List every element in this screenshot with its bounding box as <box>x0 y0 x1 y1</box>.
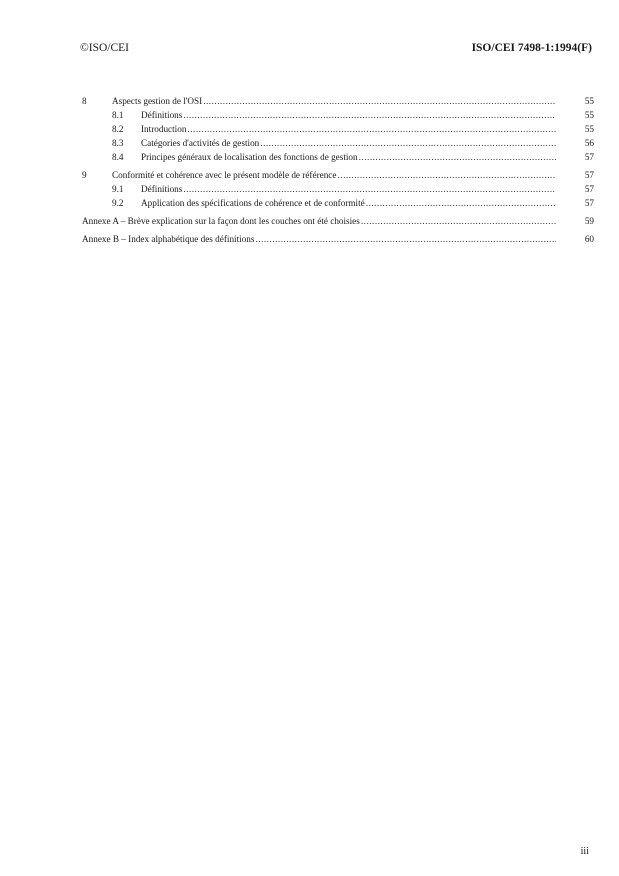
table-of-contents <box>82 94 594 246</box>
dot-leader <box>183 108 556 122</box>
toc-entry-title: Catégories d'activités de gestion <box>141 138 260 148</box>
toc-entry-page: 57 <box>584 170 594 180</box>
toc-entry-title: Définitions <box>141 110 183 120</box>
toc-entry-page: 55 <box>584 110 594 120</box>
toc-entry-number: 9.2 <box>112 198 124 208</box>
toc-entry-8-4[interactable] <box>82 150 594 164</box>
header-standard-id: ISO/CEI 7498-1:1994(F) <box>471 42 592 54</box>
toc-entry-title: Aspects gestion de l'OSI <box>112 96 203 106</box>
toc-entry-annex-a[interactable] <box>82 214 594 228</box>
toc-entry-title: Application des spécifications de cohérence et de conformité <box>141 198 365 208</box>
toc-entry-page: 55 <box>584 124 594 134</box>
toc-entry-page: 56 <box>584 138 594 148</box>
toc-entry-page: 57 <box>584 184 594 194</box>
toc-entry-number: 8.1 <box>112 110 124 120</box>
page-number: iii <box>580 846 589 857</box>
dot-leader <box>366 196 556 210</box>
toc-entry-8-2[interactable] <box>82 122 594 136</box>
toc-entry-8-3[interactable] <box>82 136 594 150</box>
toc-entry-number: 8.3 <box>112 138 124 148</box>
dot-leader <box>361 214 556 228</box>
toc-entry-title: Annexe A – Brève explication sur la façon dont les couches ont été choisies <box>82 216 360 226</box>
toc-entry-number: 9.1 <box>112 184 124 194</box>
toc-entry-page: 60 <box>584 234 594 244</box>
dot-leader <box>359 150 556 164</box>
toc-entry-section-9[interactable] <box>82 168 594 182</box>
toc-entry-9-2[interactable] <box>82 196 594 210</box>
dot-leader <box>203 94 556 108</box>
toc-entry-page: 57 <box>584 152 594 162</box>
dot-leader <box>187 122 556 136</box>
dot-leader <box>337 168 556 182</box>
toc-entry-page: 57 <box>584 198 594 208</box>
toc-entry-title: Introduction <box>141 124 187 134</box>
toc-entry-page: 55 <box>584 96 594 106</box>
toc-entry-number: 9 <box>82 170 87 180</box>
dot-leader <box>255 232 556 246</box>
toc-entry-annex-b[interactable] <box>82 232 594 246</box>
toc-entry-title: Définitions <box>141 184 183 194</box>
toc-entry-title: Conformité et cohérence avec le présent modèle de référence <box>112 170 337 180</box>
toc-entry-number: 8 <box>82 96 87 106</box>
toc-entry-8-1[interactable] <box>82 108 594 122</box>
toc-entry-section-8[interactable] <box>82 94 594 108</box>
toc-entry-9-1[interactable] <box>82 182 594 196</box>
toc-entry-number: 8.4 <box>112 152 124 162</box>
toc-entry-number: 8.2 <box>112 124 124 134</box>
dot-leader <box>260 136 556 150</box>
toc-entry-title: Principes généraux de localisation des fonctions de gestion <box>141 152 358 162</box>
toc-entry-page: 59 <box>584 216 594 226</box>
toc-entry-title: Annexe B – Index alphabétique des définitions <box>82 234 255 244</box>
header-copyright: ©ISO/CEI <box>80 42 129 54</box>
dot-leader <box>183 182 556 196</box>
